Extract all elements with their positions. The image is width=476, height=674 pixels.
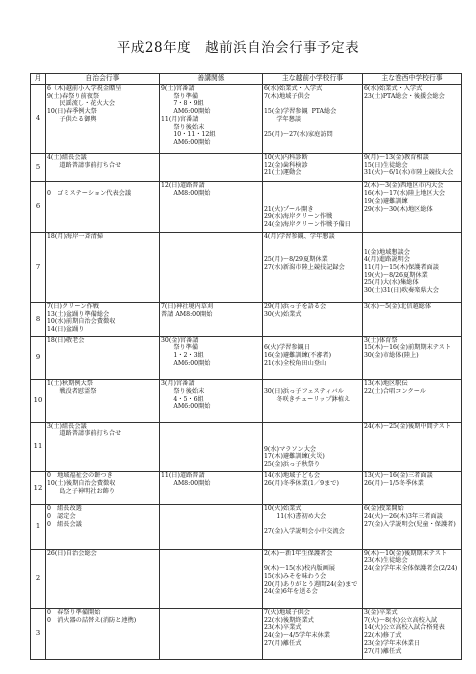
event-line: 13(土)盆踊り準備総会 — [47, 310, 110, 318]
chugakko-cell — [363, 472, 462, 505]
schedule-body — [31, 85, 462, 660]
event-line: 3(金)卒業式 — [364, 609, 398, 617]
event-line: 30(土)31(日)吹奏楽県大会 — [364, 287, 439, 295]
event-line: 17(木)避難訓練(火災) — [264, 453, 325, 461]
event-line: 1(金)地域懇談会 — [364, 248, 410, 256]
jichikai-cell — [46, 182, 160, 233]
jichikai-cell — [46, 609, 160, 660]
event-line — [264, 100, 361, 108]
event-line: 27(水)新潟市陸上競技記録会 — [264, 264, 345, 272]
month-row — [31, 233, 462, 303]
event-line: 30(日)浜っ子フェスティバル — [264, 387, 344, 395]
zenko-cell — [160, 549, 263, 608]
event-line: 2(木)～3(金)西地区市内大会 — [364, 182, 444, 190]
event-line: 30(金)市総体(陸上) — [364, 352, 419, 360]
event-line: 27(月)離任式 — [364, 647, 402, 655]
event-line: 10(水)前期自治会費徴収 — [47, 318, 116, 326]
event-line: 戦没者慰霊祭 — [47, 387, 97, 395]
zenko-cell — [160, 380, 263, 422]
month-row — [31, 505, 462, 549]
zenko-cell — [160, 336, 263, 379]
zenko-cell — [160, 505, 263, 549]
month-cell: 3 — [31, 609, 46, 660]
event-line: 19(金)避難訓練 — [364, 197, 408, 205]
event-line: 15(木)～16(金)前期期末テスト — [364, 344, 452, 352]
event-line: 27(金)入学説明会小中交流会 — [264, 528, 345, 536]
event-line: 22(水)後期終業式 — [264, 616, 314, 624]
event-line: AM6:00開始 — [161, 108, 211, 116]
event-line: 4(土)組長会議 — [47, 153, 87, 161]
chugakko-cell — [363, 153, 462, 182]
event-line: 6(火)学習参観日 — [264, 344, 310, 352]
jichikai-cell — [46, 85, 160, 154]
chugakko-cell — [363, 303, 462, 337]
event-line: 26(日)自治会総会 — [47, 549, 97, 557]
event-line: 23(金)学年末休業日 — [364, 639, 421, 647]
event-line: 13(木)地区駅伝 — [364, 380, 408, 388]
event-line: 0 組長改選 — [47, 505, 82, 513]
page-title: 平成28年度 越前浜自治会行事予定表 — [116, 40, 360, 56]
month-row — [31, 182, 462, 233]
event-line: 0 組長会議 — [47, 520, 82, 528]
month-cell: 12 — [31, 472, 46, 505]
event-line: 9(土)春祭り前夜祭 — [47, 92, 100, 100]
month-cell: 6 — [31, 182, 46, 233]
event-line: 道路普請事前打ち合せ — [47, 161, 122, 169]
event-line: 冬咲きチューリップ鉢植え — [264, 395, 351, 403]
event-line: 21(水)全校角田山登山 — [264, 359, 327, 367]
event-line: 1(土)秋期例大祭 — [47, 380, 93, 388]
zenko-cell — [160, 233, 263, 303]
event-line — [264, 423, 361, 431]
event-line: 27(金)入学説明会(児童・保護者) — [364, 520, 456, 528]
event-line: 25(金)浜っ子秋祭り — [264, 461, 321, 469]
event-line: 9(水)マラソン大会 — [264, 445, 317, 453]
event-line: 7(日)神社境内草刈 — [161, 303, 214, 311]
event-line: 30(金)宮番請 — [161, 336, 199, 344]
event-line: 4(月)進路説明会 — [364, 256, 410, 264]
shogakko-cell — [263, 549, 363, 608]
event-line: 7・8・9組 — [161, 100, 204, 108]
month-cell: 1 — [31, 505, 46, 549]
event-line: 6(水)始業式・入学式 — [364, 85, 423, 92]
month-row — [31, 472, 462, 505]
event-line: AM6:00開始 — [161, 359, 211, 367]
event-line: 11(月)宮番請 — [161, 115, 199, 123]
zenko-cell — [160, 422, 263, 472]
event-line: 9(木)～10(金)後期期末テスト — [364, 549, 448, 557]
chugakko-cell — [363, 233, 462, 303]
event-line: 12(日)道路普請 — [161, 182, 205, 190]
event-line: 7(火)地域子供会 — [264, 609, 310, 617]
jichikai-cell — [46, 472, 160, 505]
month-cell: 7 — [31, 233, 46, 303]
month-row — [31, 336, 462, 379]
event-line: 11(月)～15(木)保護者面談 — [364, 264, 439, 272]
month-row — [31, 380, 462, 422]
event-line: 25(月)大(水)集総体 — [364, 279, 419, 287]
shogakko-cell — [263, 472, 363, 505]
header-jichikai: 自治会行事 — [46, 74, 160, 85]
jichikai-cell — [46, 336, 160, 379]
jichikai-cell — [46, 549, 160, 608]
event-line: 子供たる御輿 — [47, 115, 97, 123]
jichikai-cell — [46, 505, 160, 549]
event-line: 1・2・3組 — [161, 352, 204, 360]
event-line: 4・5・6組 — [161, 395, 204, 403]
event-line: 25(月)～27(水)家庭訪問 — [264, 131, 333, 139]
event-line: 15(水)みそを味わう会 — [264, 572, 327, 580]
jichikai-cell — [46, 422, 160, 472]
jichikai-cell — [46, 233, 160, 303]
event-line: 9(月)～13(金)教育相談 — [364, 153, 429, 161]
event-line: 3(土)体育祭 — [364, 336, 398, 344]
event-line: 6(金)授業開始 — [364, 505, 404, 513]
month-cell: 4 — [31, 85, 46, 154]
event-line: 祭り準備 — [161, 92, 199, 100]
event-line: 0 春祭り準備開始 — [47, 609, 101, 617]
event-line: 10(火)内科診断 — [264, 153, 308, 161]
shogakko-cell — [263, 422, 363, 472]
shogakko-cell — [263, 233, 363, 303]
month-row — [31, 422, 462, 472]
event-line — [264, 241, 361, 249]
event-line: 祭り後始末 — [161, 123, 205, 131]
event-line: 島之子神明社お飾り — [47, 487, 116, 495]
event-line: 9(木)～15(水)校内版画展 — [264, 565, 335, 573]
event-line — [264, 438, 361, 446]
shogakko-cell — [263, 609, 363, 660]
event-line: 4(月)学習参観、学年懇談 — [264, 233, 335, 241]
month-row — [31, 153, 462, 182]
month-cell: 5 — [31, 153, 46, 182]
event-line: 9(土)宮番請 — [161, 85, 195, 92]
month-row — [31, 549, 462, 608]
event-line: 7(木)地域子供会 — [264, 92, 310, 100]
event-line: 30(火)始業式 — [264, 310, 302, 318]
event-line: 24(金)6年を送る会 — [264, 588, 318, 596]
shogakko-cell — [263, 85, 363, 154]
zenko-cell — [160, 85, 263, 154]
header-row — [31, 74, 462, 85]
event-line — [264, 190, 361, 198]
header-chugakko: 主な巻西中学校行事 — [363, 74, 462, 85]
event-line — [264, 198, 361, 206]
event-line: 26(月)～1/5冬季休業 — [364, 480, 424, 488]
event-line: AM8:00開始 — [161, 480, 211, 488]
event-line — [364, 241, 460, 249]
month-cell: 2 — [31, 549, 46, 608]
chugakko-cell — [363, 336, 462, 379]
event-line: 3(水)～5(金)北信越総体 — [364, 303, 432, 311]
header-zenko: 善講関係 — [160, 74, 263, 85]
event-line: 10・11・12組 — [161, 131, 216, 139]
event-line: 22(土)合唱コンクール — [364, 387, 426, 395]
event-line: 16(金)避難訓練(不審者) — [264, 352, 332, 360]
zenko-cell — [160, 303, 263, 337]
event-line: 7(火)～8(水)公立高校入試 — [364, 616, 438, 624]
event-line: 25(月)～8/29夏期休業 — [264, 256, 328, 264]
event-line: 7(日)クリーン作戦 — [47, 303, 99, 311]
event-line — [264, 182, 361, 190]
event-line: AM6:00開始 — [161, 138, 211, 146]
event-line: 普請 AM8:00開始 — [161, 310, 213, 318]
event-line: 20(月)ありがとう週間24(金)まで — [264, 580, 358, 588]
zenko-cell — [160, 472, 263, 505]
month-row — [31, 303, 462, 337]
event-line: 11(日)道路普請 — [161, 472, 205, 480]
event-line: 29(水)～30(木)地区総体 — [364, 205, 433, 213]
event-line: 16(木)～17(水)陸上地区大会 — [364, 190, 446, 198]
event-line: 14(日)盆踊り — [47, 326, 85, 334]
header-shogakko: 主な越前小学校行事 — [263, 74, 363, 85]
event-line: 学年懇談 — [264, 115, 302, 123]
chugakko-cell — [363, 609, 462, 660]
zenko-cell — [160, 182, 263, 233]
event-line: 10(日)春季例大祭 — [47, 108, 97, 116]
event-line — [47, 182, 158, 190]
event-line: 13(火)～16(金)三者面談 — [364, 472, 433, 480]
month-row — [31, 609, 462, 660]
event-line: 24(金)～4/5学年末休業 — [264, 632, 330, 640]
event-line: 19(火)～8/26夏期休業 — [364, 271, 428, 279]
event-line: 21(土)運動会 — [264, 169, 302, 177]
event-line: 29(月)浜っ子を語る会 — [264, 303, 327, 311]
event-line: 31(火)～6/1(水)市陸上競技大会 — [364, 169, 454, 177]
event-line: 24(金)学年末全体保護者会(2/24) — [364, 565, 458, 573]
event-line: 10(火)始業式 — [264, 505, 302, 513]
event-line: 0 地域福祉会の餅つき — [47, 472, 113, 480]
event-line: AM8:00開始 — [161, 190, 211, 198]
month-cell: 10 — [31, 380, 46, 422]
shogakko-cell — [263, 336, 363, 379]
event-line: 祭り準備 — [161, 344, 199, 352]
event-line: 22(木)修了式 — [364, 632, 402, 640]
shogakko-cell — [263, 505, 363, 549]
event-line: 3(月)宮番請 — [161, 380, 195, 388]
event-line: 18(日)敬老会 — [47, 336, 85, 344]
chugakko-cell — [363, 549, 462, 608]
jichikai-cell — [46, 380, 160, 422]
schedule-table — [30, 73, 462, 660]
event-line: 祭り後始末 — [161, 387, 205, 395]
event-line: 18(月)海岸一斉清掃 — [47, 233, 104, 241]
chugakko-cell — [363, 422, 462, 472]
shogakko-cell — [263, 153, 363, 182]
event-line: 6(水)始業式・入学式 — [264, 85, 323, 92]
jichikai-cell — [46, 303, 160, 337]
event-line: 27(月)離任式 — [264, 639, 302, 647]
chugakko-cell — [363, 182, 462, 233]
chugakko-cell — [363, 505, 462, 549]
event-line: 2(木)～新1年生保護者会 — [264, 549, 333, 557]
event-line — [364, 233, 460, 241]
event-line: 6（木)越前小入学祝金贈呈 — [47, 85, 122, 92]
event-line: 29(水)海岸クリーン作戦 — [264, 213, 333, 221]
event-line: 10(土)後期自治会費徴収 — [47, 480, 116, 488]
event-line: 11(水)書初め大会 — [264, 513, 327, 520]
event-line: 道路普請事前打ち合せ — [47, 430, 122, 438]
zenko-cell — [160, 153, 263, 182]
month-cell: 9 — [31, 336, 46, 379]
event-line: 15(日)生徒総会 — [364, 161, 408, 169]
header-month: 月 — [31, 74, 46, 85]
event-line: 21(火)プール開き — [264, 205, 314, 213]
event-line: 民謡流し・花火大会 — [47, 100, 116, 108]
event-line: 3(土)組長会議 — [47, 422, 87, 430]
event-line: 23(木)生徒総会 — [364, 557, 408, 565]
event-line: 23(土)PTA総会・後援会総会 — [364, 92, 445, 100]
event-line: 24(木)～25(金)後期中間テスト — [364, 422, 452, 430]
chugakko-cell — [363, 85, 462, 154]
event-line: 24(金)海岸クリーン作戦予備日 — [264, 220, 351, 228]
event-line: 0 消火器の詰替え(消防と連携) — [47, 616, 137, 624]
month-cell: 11 — [31, 422, 46, 472]
event-line: 26(月)冬季休業(1／9まで) — [264, 480, 339, 488]
event-line: 15(金)学習参観 PTA総会 — [264, 108, 337, 116]
month-row — [31, 85, 462, 154]
jichikai-cell — [46, 153, 160, 182]
event-line: 24(火)～26(木)3年三者面談 — [364, 513, 443, 520]
shogakko-cell — [263, 380, 363, 422]
event-line: 14(水)地域子ども会 — [264, 472, 321, 480]
zenko-cell — [160, 609, 263, 660]
shogakko-cell — [263, 303, 363, 337]
event-line: 0 認定会 — [47, 513, 76, 520]
event-line: 12(金)歯科検診 — [264, 161, 308, 169]
event-line: 0 ゴミステーション代表会議 — [47, 190, 132, 198]
event-line: 23(木)卒業式 — [264, 624, 302, 632]
shogakko-cell — [263, 182, 363, 233]
event-line — [264, 430, 361, 438]
chugakko-cell — [363, 380, 462, 422]
event-line: AM6:00開始 — [161, 403, 211, 411]
event-line — [264, 380, 361, 388]
month-cell: 8 — [31, 303, 46, 337]
event-line: 14(火)公立高校入試合格発表 — [364, 624, 445, 632]
